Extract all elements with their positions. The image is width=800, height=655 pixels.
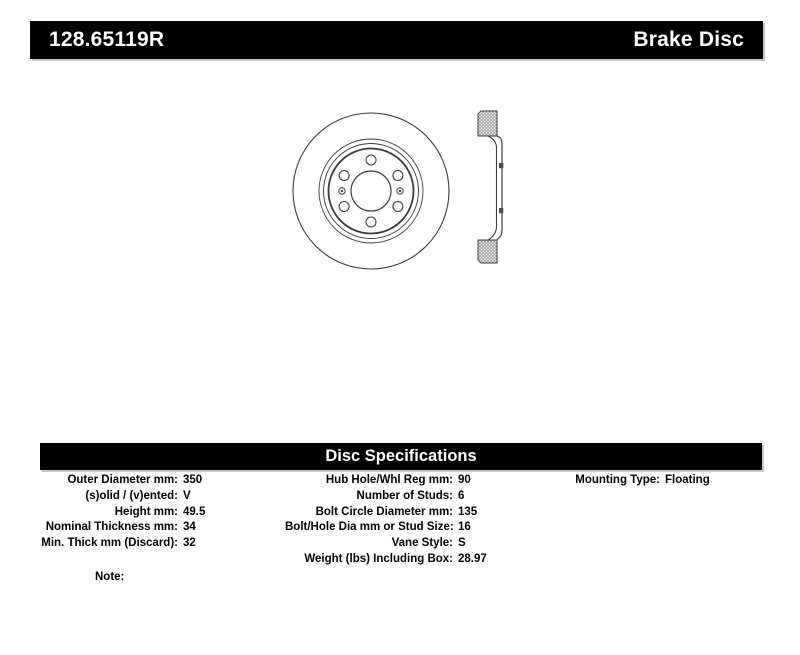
spec-label: Outer Diameter mm: [67, 474, 178, 486]
brake-disc-side-view [478, 111, 503, 263]
center-bore [351, 171, 391, 211]
spec-value: Floating [665, 474, 710, 486]
brake-disc-front-view [293, 113, 449, 269]
pin-holes [339, 188, 403, 194]
spec-label: (s)olid / (v)ented: [85, 489, 178, 502]
spec-column-right [545, 473, 780, 489]
spec-section-header [40, 443, 762, 470]
spec-section-title: Disc Specifications [325, 447, 477, 465]
spec-value: V [183, 489, 191, 502]
spec-label: Vane Style: [391, 537, 453, 550]
spec-label: Height mm: [114, 505, 178, 518]
spec-row [545, 473, 780, 489]
spec-value: 135 [458, 505, 478, 518]
spec-value: 350 [183, 474, 203, 486]
spec-label: Number of Studs: [356, 489, 453, 502]
note-label: Note: [95, 571, 125, 583]
spec-row [30, 489, 280, 505]
spec-value: 49.5 [183, 505, 206, 518]
spec-row [285, 489, 543, 505]
hat-hole-ticks [499, 163, 503, 213]
spec-row [30, 473, 280, 489]
spec-row [30, 536, 280, 552]
spec-value: 28.97 [458, 552, 487, 565]
spec-row [285, 473, 543, 489]
stud-holes [339, 155, 403, 227]
spec-column-left [30, 473, 280, 552]
spec-value: 90 [458, 474, 471, 486]
spec-row [285, 552, 543, 568]
spec-value: 16 [458, 521, 471, 534]
spec-row [285, 505, 543, 521]
spec-label: Min. Thick mm (Discard): [41, 537, 178, 550]
spec-label: Bolt/Hole Dia mm or Stud Size: [285, 521, 454, 534]
spec-value: 6 [458, 489, 465, 502]
spec-label: Nominal Thickness mm: [45, 521, 178, 534]
spec-value: S [458, 537, 466, 550]
spec-label: Hub Hole/Whl Reg mm: [325, 474, 453, 486]
spec-row [30, 520, 280, 536]
spec-label: Bolt Circle Diameter mm: [315, 505, 453, 518]
spec-value: 32 [183, 537, 196, 550]
part-number: 128.65119R [49, 28, 165, 51]
spec-row [285, 520, 543, 536]
spec-label: Mounting Type: [575, 474, 660, 486]
spec-row [285, 536, 543, 552]
brake-disc-technical-drawing [260, 95, 530, 280]
spec-value: 34 [183, 521, 196, 534]
spec-column-middle [285, 473, 543, 568]
header-bar [30, 21, 763, 59]
product-type-title: Brake Disc [633, 28, 744, 51]
spec-row [30, 505, 280, 521]
spec-label: Weight (lbs) Including Box: [304, 552, 453, 565]
